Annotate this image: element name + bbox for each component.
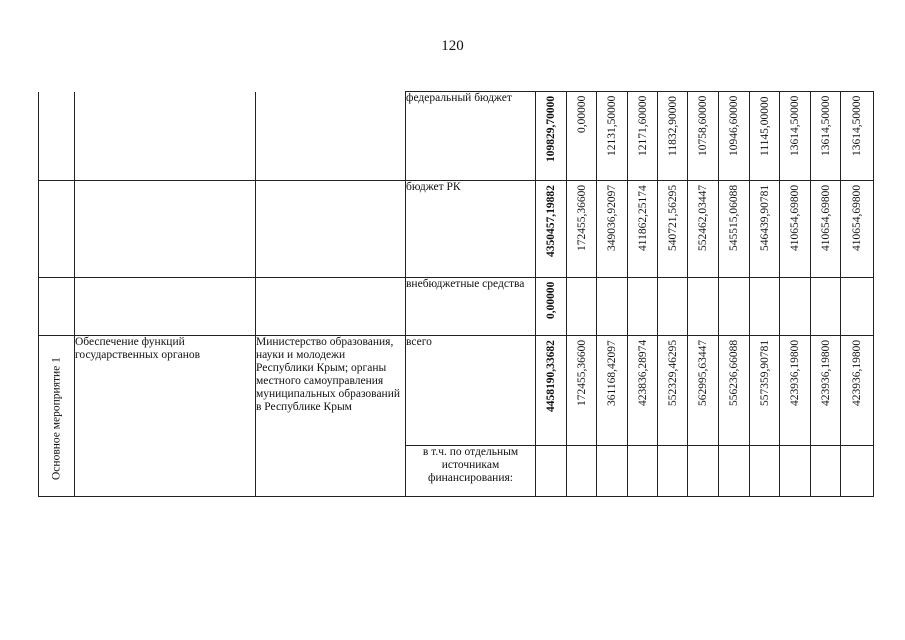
cell-value: 552329,46295 bbox=[666, 339, 679, 406]
source-cell: федеральный бюджет bbox=[406, 92, 536, 181]
cell-value: 423836,28974 bbox=[636, 339, 649, 406]
value-cell bbox=[750, 336, 780, 446]
cell-value: 423936,19800 bbox=[851, 339, 863, 406]
total-cell bbox=[536, 446, 567, 497]
activity-label: Основное мероприятие 1 bbox=[50, 357, 62, 480]
total-cell bbox=[536, 336, 567, 446]
value-cell bbox=[658, 92, 688, 181]
value-cell bbox=[658, 446, 688, 497]
cell-value: 410654,69800 bbox=[789, 184, 801, 251]
activity-executor: Министерство образования, науки и молодежи Республики Крым; органы местного самоуправления муниципальных образований в Республике Крым bbox=[256, 336, 406, 497]
value-cell bbox=[719, 92, 750, 181]
empty-cell bbox=[75, 278, 256, 336]
value-cell bbox=[658, 181, 688, 278]
value-cell bbox=[688, 336, 719, 446]
cell-value: 552462,03447 bbox=[697, 184, 709, 251]
cell-value: 410654,69800 bbox=[819, 184, 832, 251]
value-cell bbox=[719, 446, 750, 497]
value-cell bbox=[628, 278, 658, 336]
value-cell bbox=[780, 181, 811, 278]
empty-cell bbox=[256, 181, 406, 278]
cell-value: 10758,60000 bbox=[697, 95, 709, 156]
value-cell bbox=[628, 336, 658, 446]
cell-value: 411862,25174 bbox=[636, 185, 649, 251]
cell-value: 13614,50000 bbox=[851, 95, 863, 156]
table-row bbox=[39, 181, 874, 278]
value-cell bbox=[567, 336, 597, 446]
cell-value: 172455,36600 bbox=[575, 184, 588, 251]
value-cell bbox=[811, 446, 841, 497]
cell-value: 12131,50000 bbox=[606, 95, 618, 156]
cell-value: 11832,90000 bbox=[666, 96, 679, 156]
cell-value: 172455,36600 bbox=[575, 339, 588, 406]
empty-cell bbox=[256, 92, 406, 181]
value-cell bbox=[750, 278, 780, 336]
value-cell bbox=[780, 92, 811, 181]
cell-value: 13614,50000 bbox=[819, 95, 832, 156]
value-cell bbox=[658, 278, 688, 336]
cell-value: 545515,06088 bbox=[728, 184, 740, 251]
value-cell bbox=[567, 278, 597, 336]
cell-value: 557359,90781 bbox=[758, 339, 771, 406]
table-row bbox=[39, 336, 874, 446]
cell-value: 556236,66088 bbox=[728, 339, 740, 406]
table-row bbox=[39, 92, 874, 181]
cell-value: 546439,90781 bbox=[758, 184, 771, 251]
value-cell bbox=[750, 446, 780, 497]
value-cell bbox=[688, 278, 719, 336]
cell-value: 4458190,33682 bbox=[545, 340, 557, 412]
cell-value: 562995,63447 bbox=[697, 339, 709, 406]
cell-value: 13614,50000 bbox=[789, 95, 801, 156]
value-cell bbox=[841, 181, 874, 278]
total-cell bbox=[536, 181, 567, 278]
value-cell bbox=[719, 181, 750, 278]
source-cell: внебюджетные средства bbox=[406, 278, 536, 336]
value-cell bbox=[628, 181, 658, 278]
empty-cell bbox=[39, 181, 75, 278]
value-cell bbox=[567, 92, 597, 181]
table-row bbox=[39, 278, 874, 336]
value-cell bbox=[658, 336, 688, 446]
value-cell bbox=[841, 92, 874, 181]
value-cell bbox=[841, 278, 874, 336]
total-cell bbox=[536, 92, 567, 181]
empty-cell bbox=[39, 92, 75, 181]
value-cell bbox=[567, 181, 597, 278]
cell-value: 0,00000 bbox=[545, 281, 557, 319]
cell-value: 423936,19800 bbox=[819, 339, 832, 406]
source-cell: бюджет РК bbox=[406, 181, 536, 278]
cell-value: 109829,70000 bbox=[545, 95, 557, 162]
empty-cell bbox=[75, 181, 256, 278]
page-number: 120 bbox=[441, 38, 464, 54]
budget-table bbox=[38, 91, 874, 497]
cell-value: 349036,92097 bbox=[606, 184, 618, 251]
value-cell bbox=[688, 92, 719, 181]
value-cell bbox=[597, 181, 628, 278]
value-cell bbox=[688, 181, 719, 278]
cell-value: 12171,60000 bbox=[636, 95, 649, 156]
empty-cell bbox=[39, 278, 75, 336]
value-cell bbox=[811, 336, 841, 446]
value-cell bbox=[811, 278, 841, 336]
activity-label-cell bbox=[39, 336, 75, 497]
value-cell bbox=[780, 446, 811, 497]
cell-value: 423936,19800 bbox=[789, 339, 801, 406]
activity-name: Обеспечение функций государственных органов bbox=[75, 336, 256, 497]
cell-value: 540721,56295 bbox=[666, 184, 679, 251]
value-cell bbox=[841, 446, 874, 497]
value-cell bbox=[780, 278, 811, 336]
value-cell bbox=[628, 92, 658, 181]
cell-value: 361168,42097 bbox=[606, 340, 618, 406]
value-cell bbox=[688, 446, 719, 497]
value-cell bbox=[628, 446, 658, 497]
value-cell bbox=[750, 92, 780, 181]
cell-value: 11145,00000 bbox=[758, 96, 771, 156]
value-cell bbox=[780, 336, 811, 446]
total-cell bbox=[536, 278, 567, 336]
empty-cell bbox=[256, 278, 406, 336]
value-cell bbox=[841, 336, 874, 446]
value-cell bbox=[719, 336, 750, 446]
value-cell bbox=[811, 92, 841, 181]
value-cell bbox=[750, 181, 780, 278]
value-cell bbox=[597, 92, 628, 181]
value-cell bbox=[719, 278, 750, 336]
value-cell bbox=[597, 278, 628, 336]
value-cell bbox=[567, 446, 597, 497]
cell-value: 410654,69800 bbox=[851, 184, 863, 251]
source-cell: всего bbox=[406, 336, 536, 446]
cell-value: 10946,60000 bbox=[728, 95, 740, 156]
value-cell bbox=[811, 181, 841, 278]
empty-cell bbox=[75, 92, 256, 181]
cell-value: 4350457,19882 bbox=[545, 185, 557, 257]
value-cell bbox=[597, 336, 628, 446]
source-cell: в т.ч. по отдельным источникам финансирования: bbox=[406, 446, 536, 497]
cell-value: 0,00000 bbox=[575, 95, 588, 133]
value-cell bbox=[597, 446, 628, 497]
